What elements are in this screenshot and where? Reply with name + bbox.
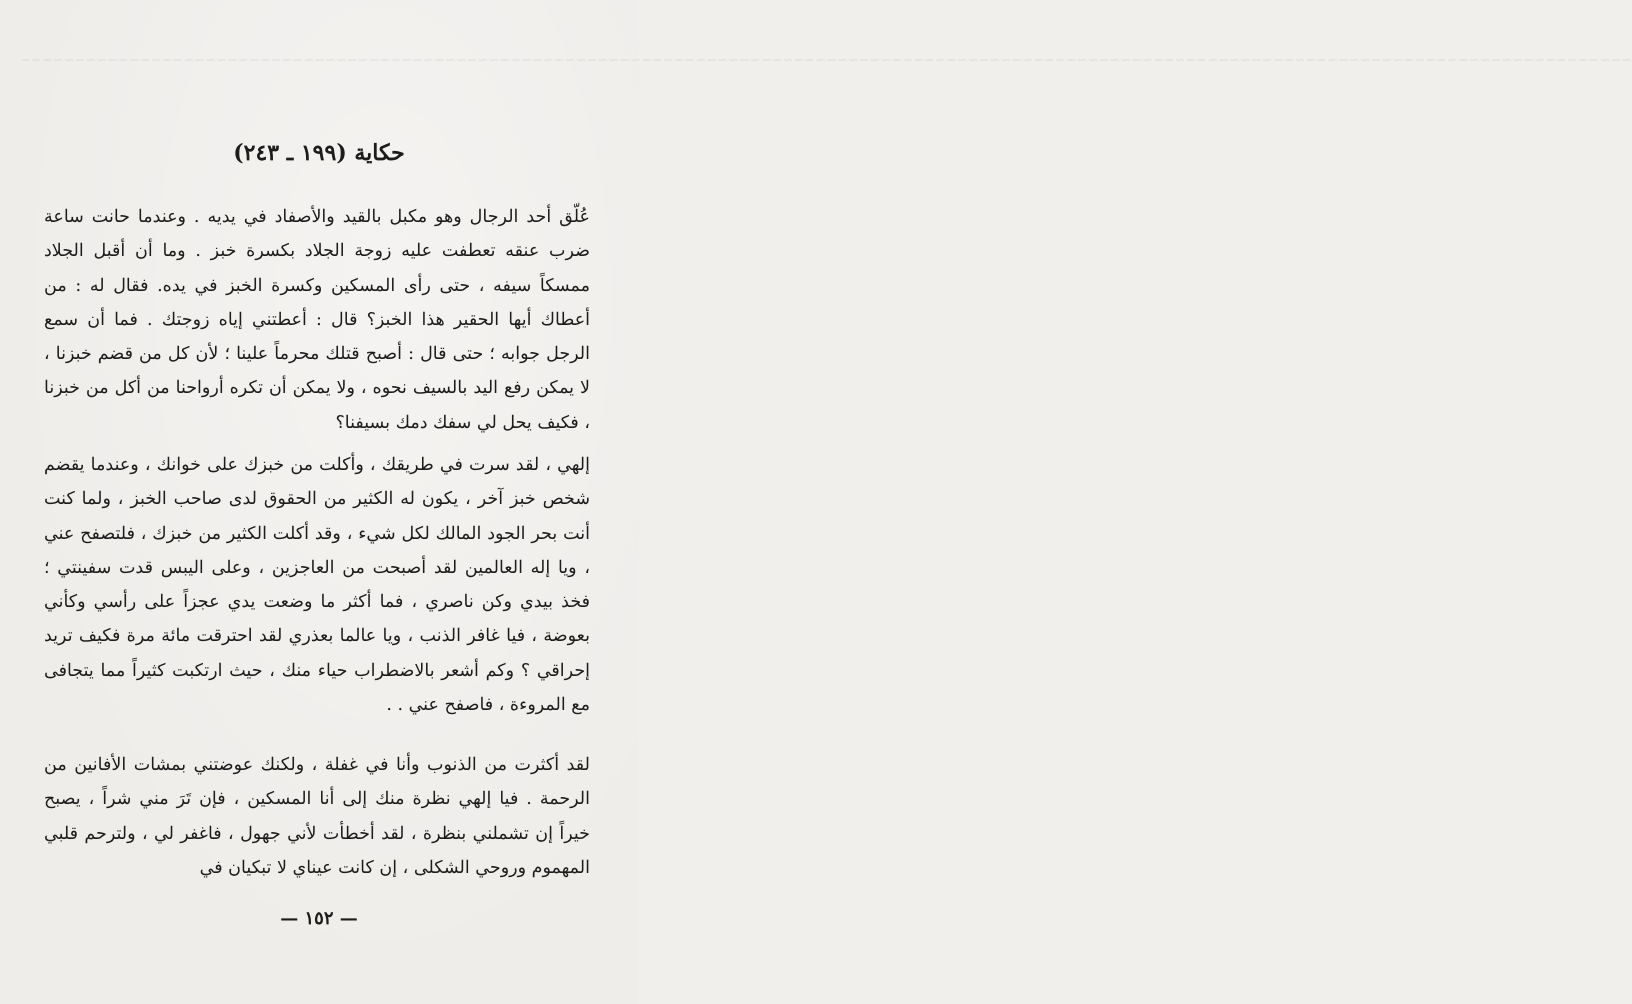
paragraph-2: إلهي ، لقد سرت في طريقك ، وأكلت من خبزك على خوانك ، وعندما يقضم شخص خبز آخر ، يكون له الكثير من الحقوق لدى صاحب الخبز ، ولما كنت أنت بحر الجود المالك لكل شيء ، وقد أكلت الكثير من خبزك ، فلتصفح عني ، ويا إله العالمين لقد أصبحت من العاجزين ، وعلى اليبس قدت سفينتي ؛ فخذ بيدي وكن ناصري ، فما أكثر ما وضعت يدي عجزاً على رأسي وكأني بعوضة ، فيا غافر الذنب ، ويا عالما بعذري لقد احترقت مائة مرة فكيف تريد إحراقي ؟ وكم أشعر بالاضطراب حياء منك ، حيث ارتكبت كثيراً مما يتجافى مع المروءة ، فاصفح عني . . xyxy=(44,455,590,716)
story-title: حكاية (١٩٩ ـ ٢٤٣) xyxy=(233,140,405,166)
bleed-through-text: ~~~~~~~~~~~~~~~~~~~~~~~~~~~~~~~~~~~~~~~~~~~~~~~~~~~~~~~~~~~~~~~~~~~~~~~~~~~~~~~~~~~~~~~~~~~~~~~~~~~~~~~~~~~~~~~~~~~~~~~~~~~~~~~~~~~~~~~~~~~~~~~~~~~~ xyxy=(20,53,1632,68)
paragraph-1: عُلّق أحد الرجال وهو مكبل بالقيد والأصفاد في يديه . وعندما حانت ساعة ضرب عنقه تعطفت عليه زوجة الجلاد بكسرة خبز . وما أن أقبل الجلاد ممسكاً سيفه ، حتى رأى المسكين وكسرة الخبز في يده. فقال له : من أعطاك أيها الحقير هذا الخبز؟ قال : أعطتني إياه زوجتك . فما أن سمع الرجل جوابه ؛ حتى قال : أصبح قتلك محرماً علينا ؛ لأن كل من قضم خبزنا ، لا يمكن رفع اليد بالسيف نحوه ، ولا يمكن أن تكره أرواحنا من أكل من خبزنا ، فكيف يحل لي سفك دمك بسيفنا؟ xyxy=(44,207,590,433)
page-number: — ١٥٢ — xyxy=(280,908,358,929)
paragraph-3: لقد أكثرت من الذنوب وأنا في غفلة ، ولكنك عوضتني بمشات الأفانين من الرحمة . فيا إلهي نظرة منك إلى أنا المسكين ، فإن تَرَ مني شراً ، يصبح خيراً إن تشملني بنظرة ، لقد أخطأت لأني جهول ، فاغفر لي ، ولترحم قلبي المهموم وروحي الشكلى ، إن كانت عيناي لا تبكيان في xyxy=(44,755,590,878)
